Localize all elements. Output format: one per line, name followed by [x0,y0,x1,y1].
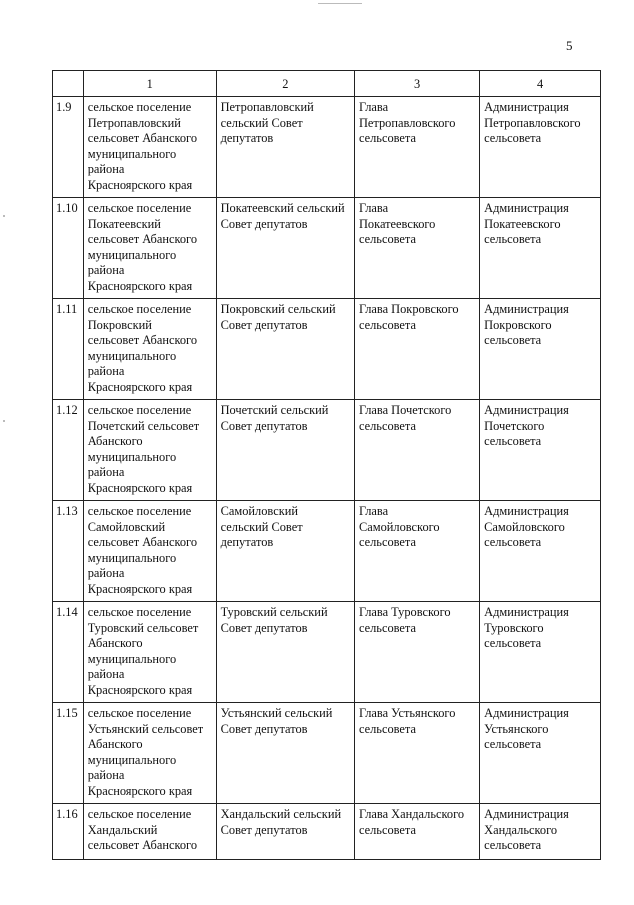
header-cell-number [53,71,84,97]
cell-line: Устьянского [484,721,549,736]
cell-line: Администрация [484,605,569,619]
cell-line: сельсовета [484,838,542,853]
cell-line: сельсовет Абанского [87,838,198,853]
cell-line: сельсовета [358,535,416,550]
cell-line: Хандальского [484,822,558,837]
cell-line: Совет депутатов [220,822,308,837]
council-cell [216,602,354,703]
cell-line: сельсовета [484,232,542,247]
row-number-cell: 1.10 [53,198,84,299]
cell-line: Туровского [484,620,544,635]
page-number: 5 [566,38,573,53]
cell-line: сельсовета [358,721,416,736]
cell-line: Администрация [484,201,569,215]
cell-line: Устьянский сельсовет [87,721,204,736]
head-cell [354,299,479,400]
cell-line: сельское поселение [87,605,192,619]
cell-line: Покатеевского [358,216,436,231]
settlement-cell [83,299,216,400]
cell-line: сельское поселение [87,504,192,518]
council-cell [216,703,354,804]
table-header-row [53,71,601,97]
cell-line: Покровский сельский [220,302,336,316]
cell-line: Почетский сельский [220,403,329,417]
cell-line: Устьянский сельский [220,706,333,720]
cell-line: сельское поселение [87,403,192,417]
cell-line: сельсовета [358,822,416,837]
cell-line: Администрация [484,302,569,316]
cell-line: сельский Совет [220,519,303,534]
cell-line: Глава Устьянского [358,706,456,720]
cell-line: муниципального [87,247,177,262]
header-cell-1: 1 [83,71,216,97]
cell-line: Глава [358,201,389,215]
cell-line: муниципального [87,550,177,565]
table-row [53,804,601,860]
cell-line: сельсовет Абанского [87,535,198,550]
row-number-cell: 1.14 [53,602,84,703]
cell-line: Совет депутатов [220,216,308,231]
cell-line: сельсовет Абанского [87,333,198,348]
cell-line: района [87,364,125,379]
administration-cell [480,198,601,299]
row-number-cell: 1.16 [53,804,84,860]
cell-line: Красноярского края [87,682,193,697]
cell-line: Самойловский [87,519,166,534]
row-number-cell: 1.12 [53,400,84,501]
cell-line: муниципального [87,449,177,464]
cell-line: района [87,667,125,682]
settlement-cell [83,97,216,198]
row-number-cell: 1.9 [53,97,84,198]
cell-line: сельсовета [358,131,416,146]
cell-line: Самойловского [484,519,565,534]
cell-line: Петропавловский [220,100,314,114]
table-body [53,97,601,860]
council-cell [216,804,354,860]
cell-line: Туровский сельский [220,605,328,619]
cell-line: муниципального [87,651,177,666]
cell-line: Глава Хандальского [358,807,465,821]
cell-line: Администрация [484,100,569,114]
head-cell [354,602,479,703]
head-cell [354,804,479,860]
cell-line: Глава Почетского [358,403,452,417]
cell-line: Красноярского края [87,783,193,798]
cell-line: сельсовета [358,418,416,433]
cell-line: сельский Совет [220,115,303,130]
cell-line: сельское поселение [87,100,192,114]
cell-line: Петропавловского [484,115,581,130]
council-cell [216,97,354,198]
administration-cell [480,97,601,198]
cell-line: района [87,768,125,783]
cell-line: Красноярского края [87,581,193,596]
cell-line: района [87,465,125,480]
row-number-cell: 1.15 [53,703,84,804]
cell-line: Глава Туровского [358,605,451,619]
cell-line: Красноярского края [87,177,193,192]
cell-line: сельсовета [358,620,416,635]
cell-line: муниципального [87,146,177,161]
cell-line: Покровского [484,317,552,332]
cell-line: Совет депутатов [220,620,308,635]
settlement-cell [83,703,216,804]
cell-line: Глава Покровского [358,302,459,316]
head-cell [354,400,479,501]
cell-line: Петропавловский [87,115,181,130]
cell-line: Покровский [87,317,152,332]
cell-line: Администрация [484,807,569,821]
cell-line: муниципального [87,752,177,767]
cell-line: сельсовета [358,232,416,247]
table-row [53,602,601,703]
cell-line: Абанского [87,737,143,752]
head-cell [354,97,479,198]
cell-line: Петропавловского [358,115,456,130]
cell-line: Администрация [484,504,569,518]
settlement-cell [83,400,216,501]
cell-line: сельское поселение [87,201,192,215]
cell-line: сельсовета [484,131,542,146]
cell-line: сельсовета [484,333,542,348]
cell-line: Глава [358,100,389,114]
cell-line: Красноярского края [87,278,193,293]
cell-line: Хандальский [87,822,158,837]
cell-line: Глава [358,504,389,518]
cell-line: сельсовета [484,737,542,752]
cell-line: депутатов [220,535,274,550]
header-cell-4: 4 [480,71,601,97]
header-cell-2: 2 [216,71,354,97]
cell-line: сельсовета [484,434,542,449]
cell-line: сельсовета [484,535,542,550]
table-row [53,501,601,602]
cell-line: Покатеевского [484,216,561,231]
head-cell [354,198,479,299]
cell-line: района [87,263,125,278]
table-row [53,703,601,804]
administration-cell [480,804,601,860]
administration-cell [480,501,601,602]
council-cell [216,299,354,400]
cell-line: Совет депутатов [220,418,308,433]
scan-mark-left [3,215,5,217]
scan-mark-top [318,0,362,4]
cell-line: района [87,162,125,177]
administration-cell [480,703,601,804]
settlement-cell [83,602,216,703]
settlement-cell [83,198,216,299]
cell-line: Туровский сельсовет [87,620,199,635]
cell-line: Хандальский сельский [220,807,342,821]
cell-line: Покатеевский [87,216,161,231]
cell-line: Администрация [484,403,569,417]
scan-mark-left [3,420,5,422]
cell-line: Совет депутатов [220,721,308,736]
cell-line: депутатов [220,131,274,146]
settlement-cell [83,804,216,860]
table-row [53,198,601,299]
settlement-cell [83,501,216,602]
cell-line: Совет депутатов [220,317,308,332]
cell-line: Самойловского [358,519,440,534]
table-row [53,299,601,400]
cell-line: Покатеевский сельский [220,201,345,215]
cell-line: Администрация [484,706,569,720]
head-cell [354,703,479,804]
administration-cell [480,299,601,400]
cell-line: Абанского [87,636,143,651]
administration-cell [480,602,601,703]
row-number-cell: 1.13 [53,501,84,602]
council-cell [216,400,354,501]
cell-line: Красноярского края [87,379,193,394]
cell-line: муниципального [87,348,177,363]
cell-line: сельсовет Абанского [87,232,198,247]
header-cell-3: 3 [354,71,479,97]
row-number-cell: 1.11 [53,299,84,400]
cell-line: Абанского [87,434,143,449]
cell-line: Почетского [484,418,545,433]
cell-line: района [87,566,125,581]
table-row [53,400,601,501]
cell-line: сельсовет Абанского [87,131,198,146]
cell-line: сельское поселение [87,302,192,316]
cell-line: Самойловский [220,504,298,518]
head-cell [354,501,479,602]
cell-line: сельское поселение [87,706,192,720]
table-row [53,97,601,198]
cell-line: Почетский сельсовет [87,418,200,433]
cell-line: сельсовета [358,317,416,332]
registry-table [52,70,601,860]
cell-line: сельсовета [484,636,542,651]
council-cell [216,198,354,299]
administration-cell [480,400,601,501]
council-cell [216,501,354,602]
cell-line: Красноярского края [87,480,193,495]
cell-line: сельское поселение [87,807,192,821]
